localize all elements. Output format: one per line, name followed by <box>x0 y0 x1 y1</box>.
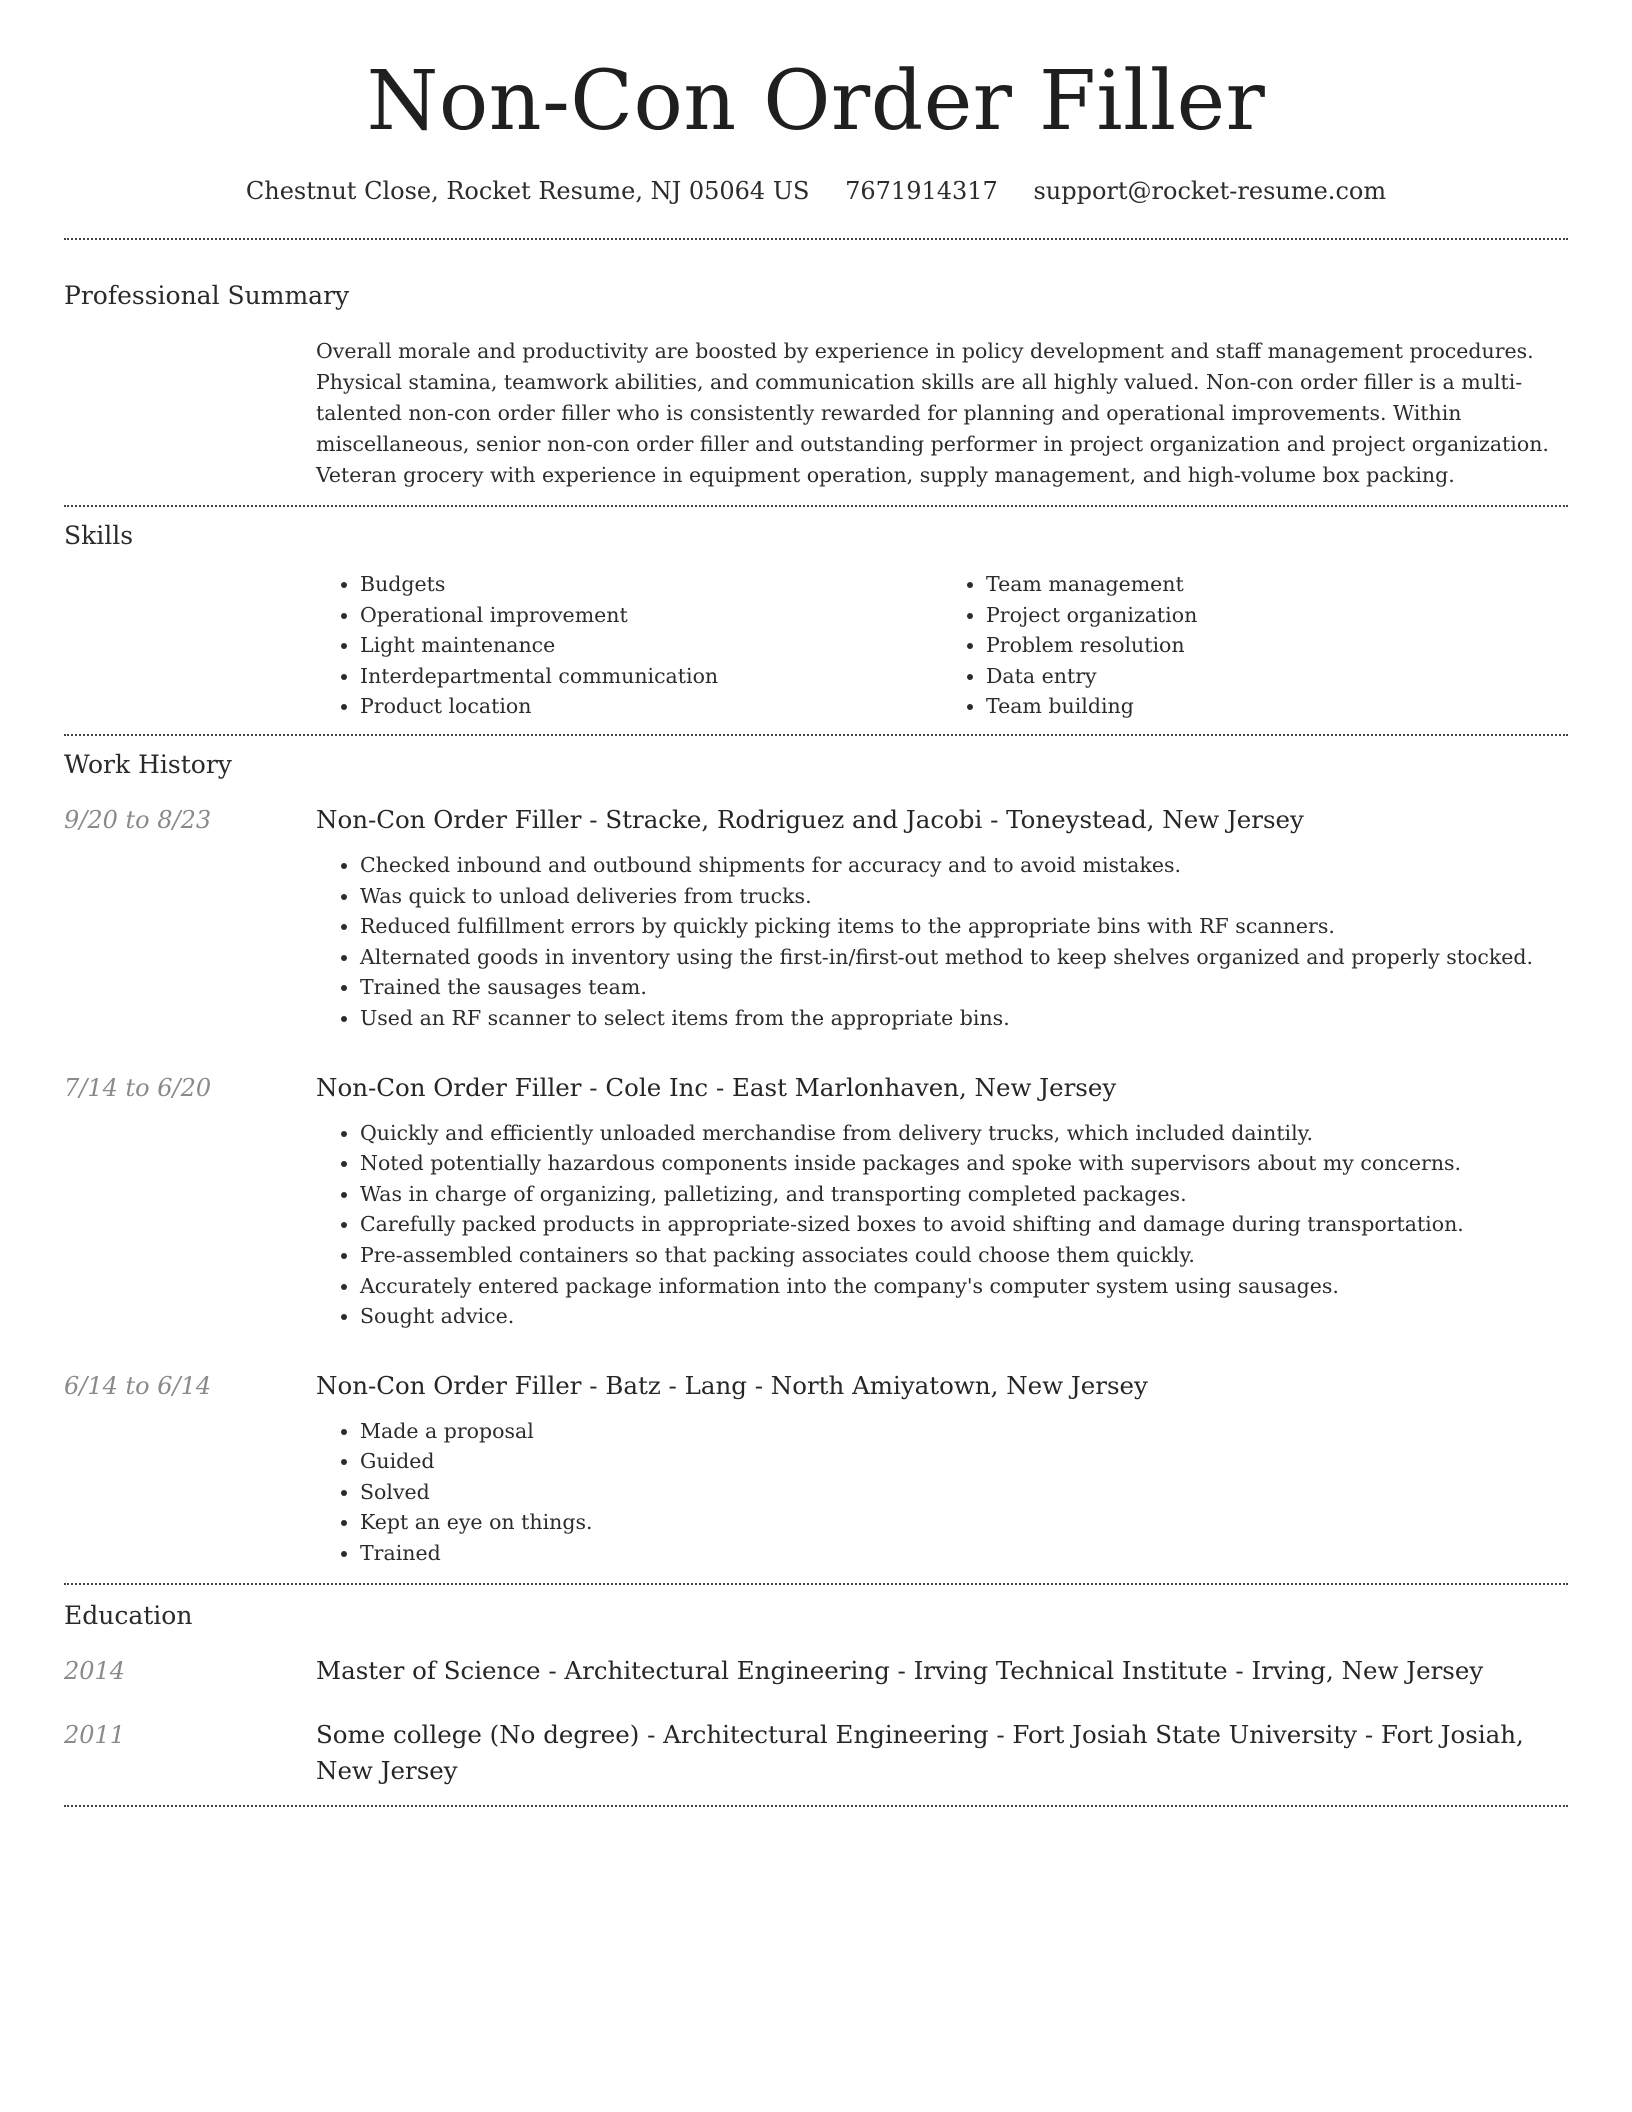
job-bullet: • Solved <box>360 1477 1568 1508</box>
job-body <box>316 1070 1568 1332</box>
education-year: 2014 <box>64 1656 126 1685</box>
skill-item: • Budgets <box>360 569 942 600</box>
job-bullet: • Reduced fulfillment errors by quickly picking items to the appropriate bins with RF scanners. <box>360 911 1568 942</box>
job-bullet: • Trained <box>360 1538 1568 1569</box>
contact-line <box>64 174 1568 208</box>
education-entry <box>64 1653 1568 1689</box>
summary-title: Professional Summary <box>64 281 350 310</box>
job-dates: 6/14 to 6/14 <box>64 1371 212 1400</box>
skills-columns <box>316 569 1568 734</box>
job-bullet: • Was quick to unload deliveries from trucks. <box>360 881 1568 912</box>
job-heading: Non-Con Order Filler - Batz - Lang - North Amiyatown, New Jersey <box>316 1370 1148 1400</box>
summary-text: Overall morale and productivity are boosted by experience in policy development and staff management procedures. Physical stamina, teamwork abilities, and communication skills are all highly valued. Non-con order filler is a multi-talented non-con order filler who is consistently rewarded for planning and operational improvements. Within miscellaneous, senior non-con order filler and outstanding performer in project organization and project organization. Veteran grocery with experience in equipment operation, supply management, and high-volume box packing. <box>316 339 1549 487</box>
job-bullets <box>316 850 1568 1034</box>
skill-item: • Product location <box>360 691 942 722</box>
section-divider <box>64 1805 1568 1807</box>
skill-item: • Operational improvement <box>360 600 942 631</box>
education-section <box>64 1585 1568 1789</box>
job-heading: Non-Con Order Filler - Stracke, Rodriguez and Jacobi - Toneystead, New Jersey <box>316 804 1304 834</box>
job-bullet: • Alternated goods in inventory using the first-in/first-out method to keep shelves organized and properly stocked. <box>360 942 1568 973</box>
job-bullet: • Used an RF scanner to select items from the appropriate bins. <box>360 1003 1568 1034</box>
job-heading: Non-Con Order Filler - Cole Inc - East Marlonhaven, New Jersey <box>316 1072 1117 1102</box>
candidate-name: Non-Con Order Filler <box>366 54 1266 149</box>
job-entry <box>64 1070 1568 1332</box>
job-bullet: • Made a proposal <box>360 1416 1568 1447</box>
job-body <box>316 1368 1568 1569</box>
skill-item: • Project organization <box>986 600 1568 631</box>
skill-item: • Interdepartmental communication <box>360 661 942 692</box>
skill-item: • Team building <box>986 691 1568 722</box>
job-bullets <box>316 1118 1568 1332</box>
skills-section <box>64 507 1568 734</box>
skills-list-right <box>942 569 1568 722</box>
job-bullet: • Guided <box>360 1446 1568 1477</box>
job-bullet: • Quickly and efficiently unloaded merchandise from delivery trucks, which included daintily. <box>360 1118 1568 1149</box>
job-entry <box>64 802 1568 1034</box>
contact-address: Chestnut Close, Rocket Resume, NJ 05064 US <box>245 177 810 205</box>
skills-list-left <box>316 569 942 722</box>
job-bullet: • Checked inbound and outbound shipments for accuracy and to avoid mistakes. <box>360 850 1568 881</box>
work-title: Work History <box>64 749 232 779</box>
education-year: 2011 <box>64 1720 126 1749</box>
contact-phone: 7671914317 <box>845 177 998 205</box>
job-bullet: • Accurately entered package information into the company's computer system using sausages. <box>360 1271 1568 1302</box>
contact-email[interactable]: support@rocket-resume.com <box>1033 177 1387 205</box>
job-bullet: • Carefully packed products in appropriate-sized boxes to avoid shifting and damage during transportation. <box>360 1209 1568 1240</box>
job-dates: 7/14 to 6/20 <box>64 1073 212 1102</box>
job-body <box>316 802 1568 1034</box>
education-heading: Some college (No degree) - Architectural Engineering - Fort Josiah State University - Fort Josiah, New Jersey <box>316 1719 1524 1785</box>
job-bullet: • Trained the sausages team. <box>360 972 1568 1003</box>
job-entry <box>64 1368 1568 1569</box>
job-bullet: • Was in charge of organizing, palletizing, and transporting completed packages. <box>360 1179 1568 1210</box>
skill-item: • Light maintenance <box>360 630 942 661</box>
education-title: Education <box>64 1600 193 1630</box>
work-section <box>64 736 1568 1569</box>
skill-item: • Problem resolution <box>986 630 1568 661</box>
job-bullets <box>316 1416 1568 1569</box>
skills-title: Skills <box>64 521 134 550</box>
education-heading: Master of Science - Architectural Engineering - Irving Technical Institute - Irving, New Jersey <box>316 1655 1484 1685</box>
summary-section <box>64 240 1568 505</box>
job-bullet: • Pre-assembled containers so that packing associates could choose them quickly. <box>360 1240 1568 1271</box>
job-bullet: • Sought advice. <box>360 1301 1568 1332</box>
job-bullet: • Noted potentially hazardous components inside packages and spoke with supervisors about my concerns. <box>360 1148 1568 1179</box>
skill-item: • Data entry <box>986 661 1568 692</box>
job-dates: 9/20 to 8/23 <box>64 805 212 834</box>
skill-item: • Team management <box>986 569 1568 600</box>
job-bullet: • Kept an eye on things. <box>360 1507 1568 1538</box>
education-entry <box>64 1717 1568 1789</box>
